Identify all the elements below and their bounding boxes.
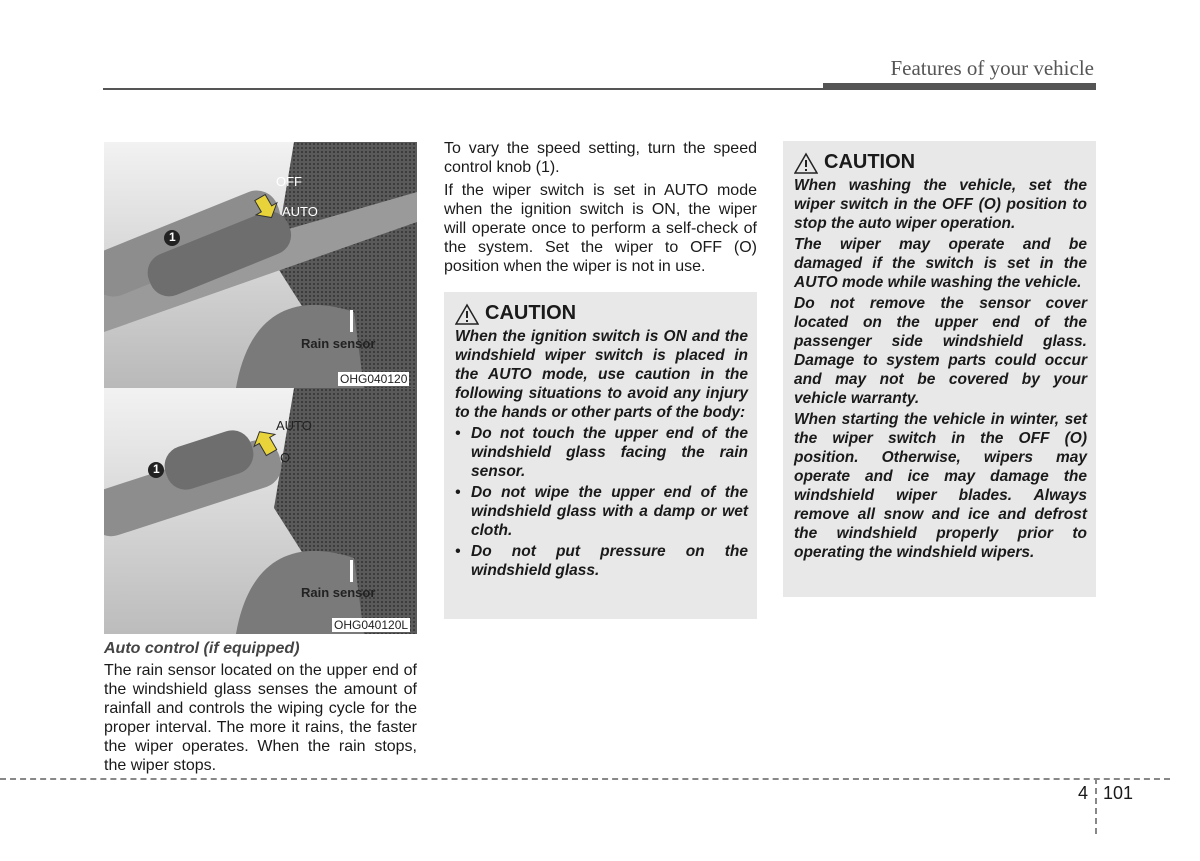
page-number: 101 [1103, 783, 1134, 803]
caution-paragraph: Do not remove the sensor cover located on the upper end of the passenger side windshield glass. Damage to system parts could occur and may not be covered by your vehicle warranty. [794, 295, 1087, 407]
paragraph: If the wiper switch is set in AUTO mode when the ignition switch is ON, the wiper will operate once to perform a self-check of the system. Set the wiper to OFF (O) position when the wiper is not in use. [444, 182, 757, 275]
knob-number: 1 [153, 462, 160, 476]
footer-divider [1095, 778, 1097, 834]
chapter-number: 4 [1078, 783, 1089, 803]
list-item: • Do not put pressure on the windshield glass. [455, 542, 748, 580]
figure-b-code: OHG040120L [334, 618, 409, 632]
warning-triangle-icon [455, 303, 479, 325]
speed-setting-text [444, 139, 757, 280]
caution-box-1 [444, 292, 757, 619]
caution-paragraph: The wiper may operate and be damaged if the switch is set in the AUTO mode while washing the vehicle. [794, 236, 1087, 291]
knob-number: 1 [169, 230, 176, 244]
auto-control-text: The rain sensor located on the upper end of the windshield glass senses the amount of rainfall and controls the wiping cycle for the proper interval. The more it rains, the faster the wiper operates. When the rain stops, the wiper stops. [104, 662, 417, 774]
caution-list [455, 424, 748, 580]
figure-a [104, 142, 417, 388]
list-item: • Do not touch the upper end of the windshield glass facing the rain sensor. [455, 424, 748, 481]
rain-sensor-label: Rain sensor [301, 585, 376, 600]
caution-paragraph: When starting the vehicle in winter, set the wiper switch in the OFF (O) position. Otherwise, wipers may operate and ice may damage the windshield wiper blades. Always remove all snow and ice and defrost the windshield properly prior to operating the windshield wipers. [794, 411, 1087, 561]
paragraph: To vary the speed setting, turn the speed control knob (1). [444, 140, 757, 176]
figure-a-code: OHG040120 [340, 372, 408, 386]
figure-b [104, 388, 417, 634]
rain-sensor-label: Rain sensor [301, 336, 376, 351]
auto-control-heading: Auto control (if equipped) [104, 640, 300, 657]
label-off: OFF [276, 174, 302, 189]
caution-title: CAUTION [824, 151, 916, 173]
list-item: • Do not wipe the upper end of the windshield glass with a damp or wet cloth. [455, 483, 748, 540]
caution-title: CAUTION [485, 302, 577, 324]
label-auto: AUTO [276, 418, 312, 433]
warning-triangle-icon [794, 152, 818, 174]
caution-box-2 [783, 141, 1096, 597]
header-bar [823, 83, 1096, 90]
label-auto: AUTO [282, 204, 318, 219]
caution-paragraph: When washing the vehicle, set the wiper switch in the OFF (O) position to stop the auto wiper operation. [794, 177, 1087, 232]
label-o: O [280, 450, 291, 465]
section-title: Features of your vehicle [890, 56, 1094, 80]
caution-intro: When the ignition switch is ON and the windshield wiper switch is placed in the AUTO mode, use caution in the following situations to avoid any injury to the hands or other parts of the body: [455, 328, 748, 421]
footer-rule [0, 778, 1170, 780]
